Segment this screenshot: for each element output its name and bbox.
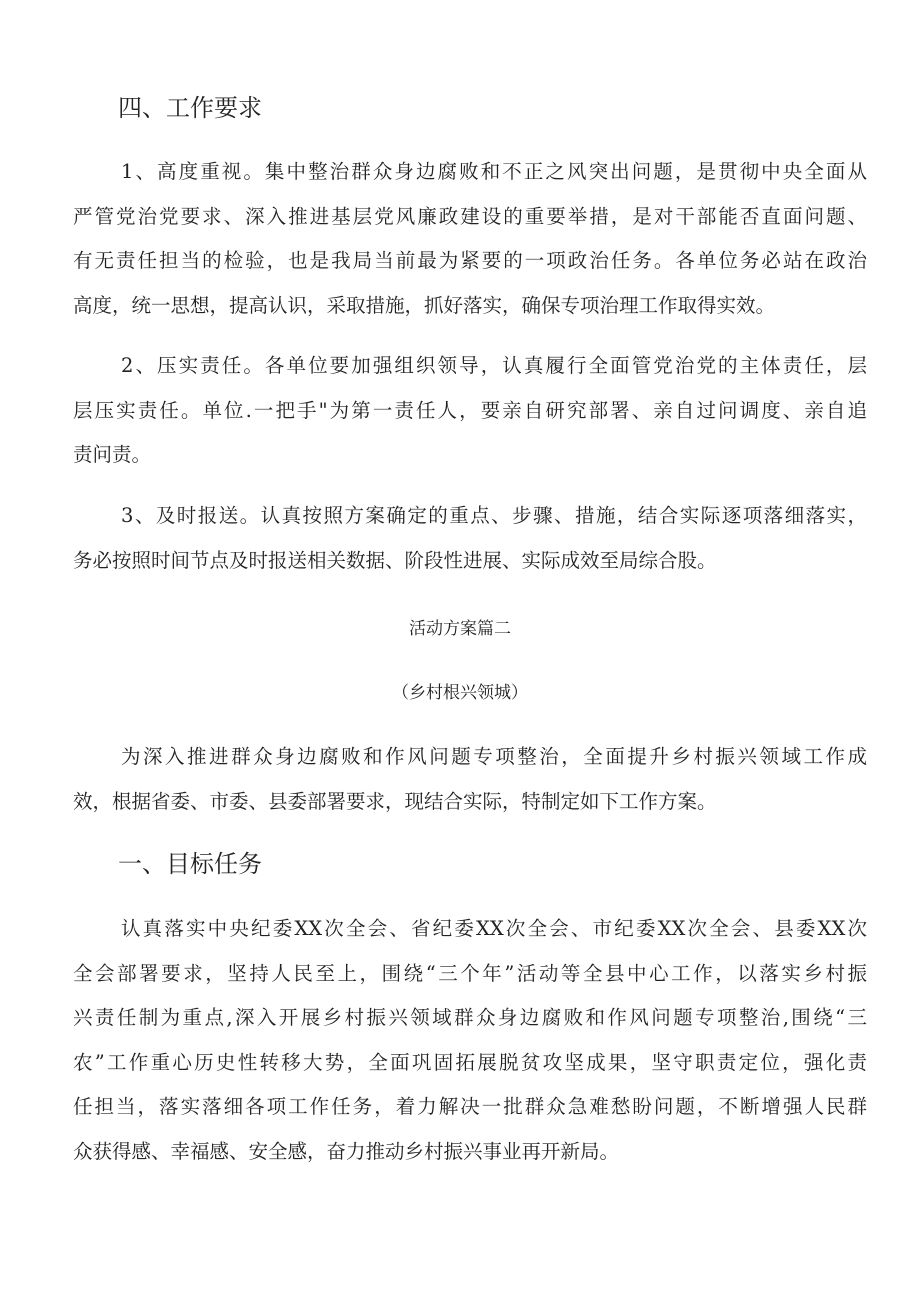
paragraph-line: 任担当，落实落细各项工作任务，着力解决一批群众急难愁盼问题，不断增强人民群	[73, 1095, 867, 1118]
paragraph-line: 兴责任制为重点,深入开展乡村振兴领域群众身边腐败和作风问题专项整治,围绕“三	[73, 1006, 867, 1029]
paragraph-line: 效，根据省委、市委、县委部署要求，现结合实际，特制定如下工作方案。	[73, 789, 717, 813]
plan-subtitle: （乡村根兴领城）	[392, 683, 528, 703]
paragraph-line: 3、及时报送。认真按照方案确定的重点、步骤、措施，结合实际逐项落细落实，	[121, 504, 867, 527]
section-heading-goals: 一、目标任务	[118, 850, 262, 878]
paragraph-intro	[73, 735, 867, 824]
paragraph-line: 认真落实中央纪委XX次全会、省纪委XX次全会、市纪委XX次全会、县委XX次	[121, 917, 867, 940]
paragraph-line: 高度，统一思想，提高认识，采取措施，抓好落实，确保专项治理工作取得实效。	[73, 293, 776, 317]
paragraph-line: 农”工作重心历史性转移大势，全面巩固拓展脱贫攻坚成果，坚守职责定位，强化责	[73, 1050, 867, 1074]
paragraph-line: 有无责任担当的检验，也是我局当前最为紧要的一项政治任务。各单位务必站在政治	[73, 249, 867, 272]
paragraph-line: 务必按照时间节点及时报送相关数据、阶段性进展、实际成效至局综合股。	[73, 548, 717, 572]
paragraph-line: 为深入推进群众身边腐败和作风问题专项整治，全面提升乡村振兴领域工作成	[121, 745, 867, 768]
section-heading-work-requirements: 四、工作要求	[118, 94, 262, 122]
paragraph-line: 1、高度重视。集中整治群众身边腐败和不正之风突出问题，是贯彻中央全面从	[121, 160, 867, 183]
paragraph-requirement-3	[73, 494, 867, 583]
paragraph-line: 责问责。	[73, 443, 152, 466]
paragraph-requirement-2	[73, 344, 867, 478]
paragraph-line: 层压实责任。单位.一把手"为第一责任人，要亲自研究部署、亲自过问调度、亲自追	[73, 398, 867, 422]
paragraph-line: 严管党治党要求、深入推进基层党风廉政建设的重要举措，是对干部能否直面问题、	[73, 204, 867, 228]
paragraph-requirement-1	[73, 150, 867, 328]
paragraph-goals	[73, 907, 867, 1174]
plan-title: 活动方案篇二	[409, 619, 511, 639]
paragraph-line: 2、压实责任。各单位要加强组织领导，认真履行全面管党治党的主体责任，层	[121, 354, 867, 377]
paragraph-line: 全会部署要求，坚持人民至上，围绕“三个年”活动等全县中心工作，以落实乡村振	[73, 961, 867, 985]
paragraph-line: 众获得感、幸福感、安全感，奋力推动乡村振兴事业再开新局。	[73, 1139, 620, 1163]
